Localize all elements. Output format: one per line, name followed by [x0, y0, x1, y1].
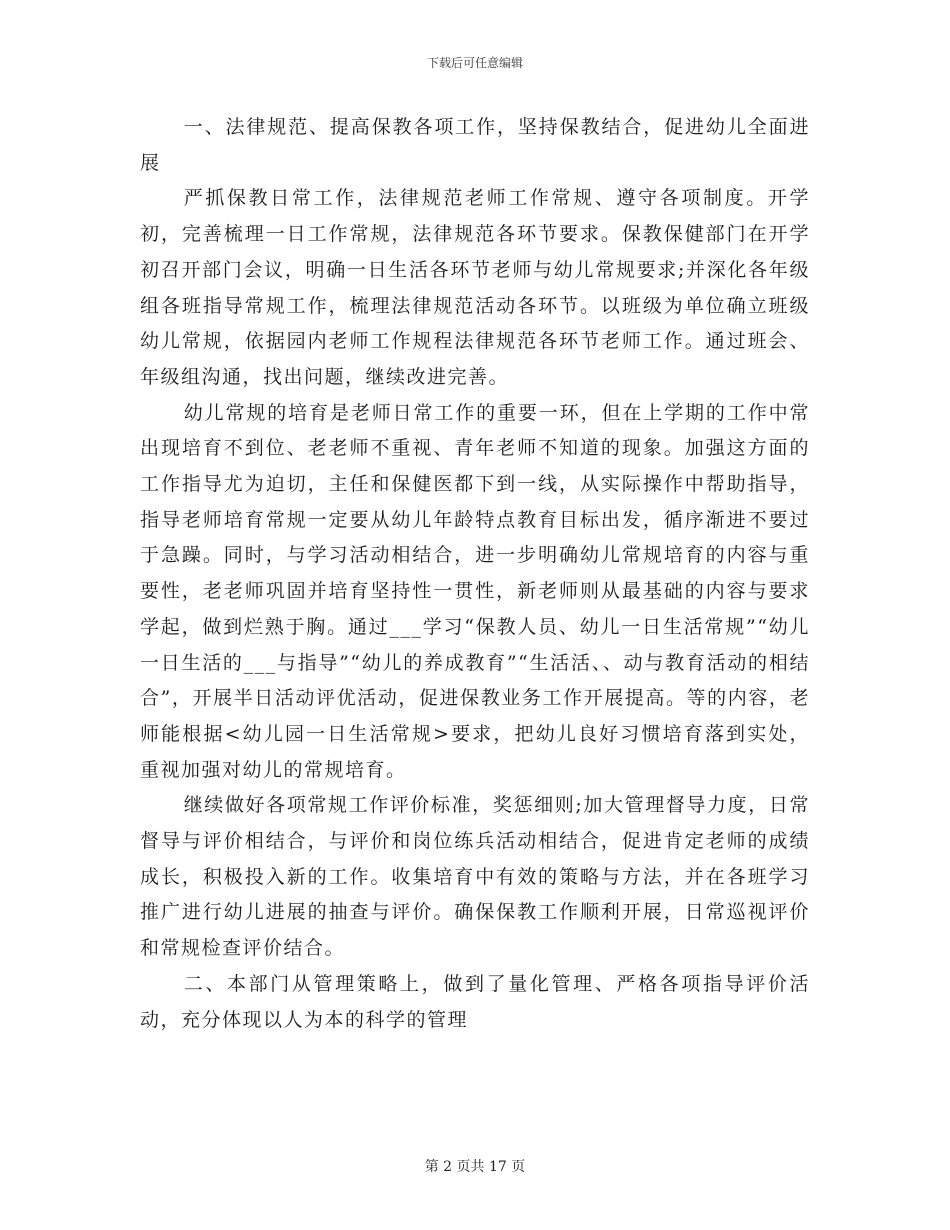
body-paragraph: 幼儿常规的培育是老师日常工作的重要一环，但在上学期的工作中常出现培育不到位、老老师不重视、青年老师不知道的现象。加强这方面的工作指导尤为迫切，主任和保健医都下到一线，从实际操作中帮助指导，指导老师培育常规一定要从幼儿年龄特点教育目标出发，循序渐进不要过于急躁。同时，与学习活动相结合，进一步明确幼儿常规培育的内容与重要性，老老师巩固并培育坚持性一贯性，新老师则从最基础的内容与要求学起，做到烂熟于胸。通过___学习“保教人员、幼儿一日生活常规”“幼儿一日生活的___与指导”“幼儿的养成教育”“生活活、、动与教育活动的相结合”，开展半日活动评优活动，促进保教业务工作开展提高。等的内容，老师能根据<幼儿园一日生活常规>要求，把幼儿良好习惯培育落到实处，重视加强对幼儿的常规培育。 [140, 401, 810, 781]
section-heading-1: 一、法律规范、提高保教各项工作，坚持保教结合，促进幼儿全面进展 [140, 116, 810, 174]
section-heading-2: 二、本部门从管理策略上，做到了量化管理、严格各项指导评价活动，充分体现以人为本的科学的管理 [140, 972, 810, 1031]
document-body [140, 110, 810, 1038]
page-number: 第 2 页共 17 页 [424, 1159, 526, 1175]
body-paragraph: 继续做好各项常规工作评价标准，奖惩细则;加大管理督导力度，日常督导与评价相结合，与评价和岗位练兵活动相结合，促进肯定老师的成绩成长，积极投入新的工作。收集培育中有效的策略与方法，并在各班学习推广进行幼儿进展的抽查与评价。确保保教工作顺利开展，日常巡视评价和常规检查评价结合。 [140, 794, 810, 960]
body-paragraph: 严抓保教日常工作，法律规范老师工作常规、遵守各项制度。开学初，完善梳理一日工作常规，法律规范各环节要求。保教保健部门在开学初召开部门会议，明确一日生活各环节老师与幼儿常规要求;并深化各年级组各班指导常规工作，梳理法律规范活动各环节。以班级为单位确立班级幼儿常规，依据园内老师工作规程法律规范各环节老师工作。通过班会、年级组沟通，找出问题，继续改进完善。 [140, 187, 810, 388]
page-header-note: 下载后可任意编辑 [426, 56, 523, 70]
